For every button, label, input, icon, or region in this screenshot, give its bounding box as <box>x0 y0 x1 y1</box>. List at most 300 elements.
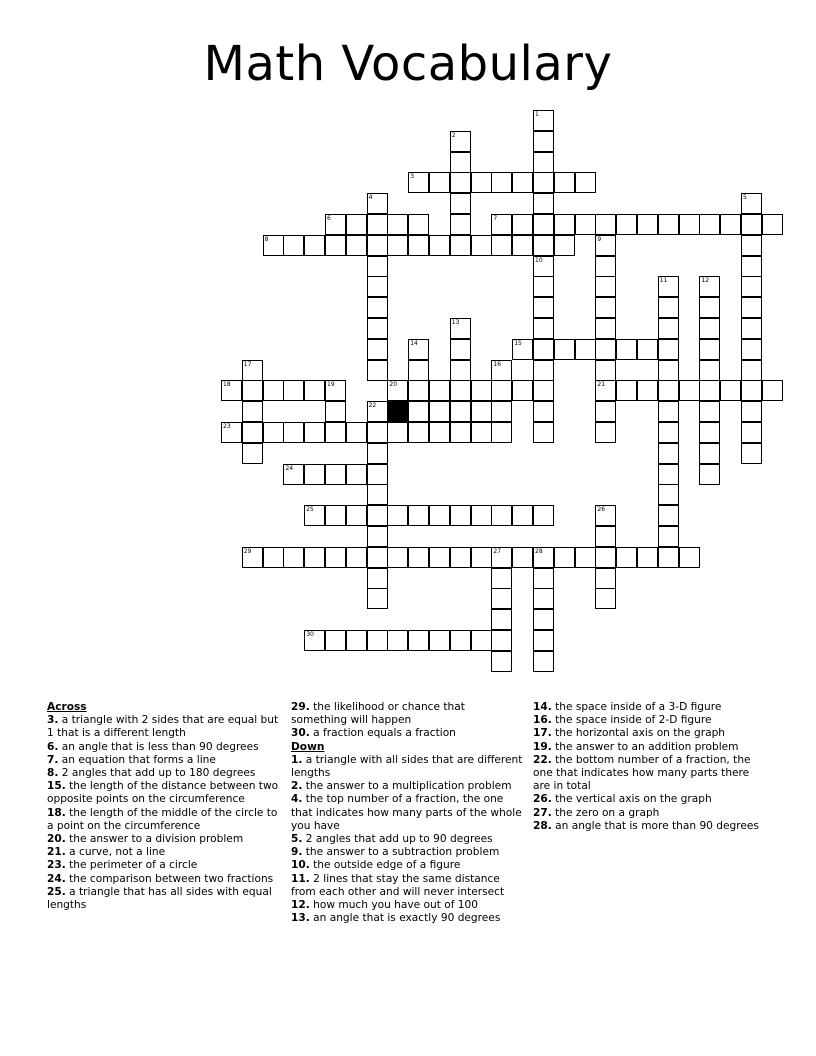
grid-cell[interactable] <box>554 235 575 256</box>
grid-cell[interactable] <box>741 401 762 422</box>
grid-cell[interactable] <box>658 422 679 443</box>
grid-cell[interactable] <box>491 380 512 401</box>
grid-cell[interactable] <box>387 235 408 256</box>
grid-cell[interactable] <box>741 235 762 256</box>
grid-cell[interactable] <box>325 214 346 235</box>
grid-cell[interactable] <box>408 422 429 443</box>
clue-text: the zero on a graph <box>551 806 660 819</box>
clue-number: 7 <box>493 215 498 222</box>
grid-cell[interactable] <box>699 401 720 422</box>
grid-cell[interactable] <box>450 547 471 568</box>
grid-cell[interactable] <box>658 360 679 381</box>
grid-cell[interactable] <box>533 630 554 651</box>
across-clue <box>47 873 279 886</box>
grid-cell[interactable] <box>283 464 304 485</box>
clue-text: 2 angles that add up to 90 degrees <box>302 833 493 846</box>
grid-cell[interactable] <box>533 568 554 589</box>
grid-cell[interactable] <box>242 401 263 422</box>
grid-cell[interactable] <box>367 443 388 464</box>
grid-cell[interactable] <box>471 235 492 256</box>
clue-number: 6 <box>327 215 331 222</box>
grid-cell[interactable] <box>741 360 762 381</box>
across-clue <box>47 767 279 780</box>
grid-cell[interactable] <box>616 380 637 401</box>
clue-text: the top number of a fraction, the one that indicates how many parts of the whole you have <box>291 793 522 832</box>
grid-cell[interactable] <box>554 547 575 568</box>
grid-cell[interactable] <box>346 505 367 526</box>
grid-cell[interactable] <box>699 422 720 443</box>
grid-cell[interactable] <box>346 422 367 443</box>
clue-number: 21 <box>597 381 606 389</box>
grid-cell[interactable] <box>616 214 637 235</box>
grid-cell[interactable] <box>283 422 304 443</box>
grid-cell[interactable] <box>595 505 616 526</box>
grid-cell[interactable] <box>491 609 512 630</box>
grid-cell[interactable] <box>658 276 679 297</box>
grid-cell[interactable] <box>533 172 554 193</box>
grid-cell[interactable] <box>408 214 429 235</box>
grid-cell[interactable] <box>367 297 388 318</box>
grid-cell[interactable] <box>637 339 658 360</box>
grid-cell[interactable] <box>450 214 471 235</box>
grid-cell[interactable] <box>367 568 388 589</box>
grid-cell[interactable] <box>304 422 325 443</box>
grid-cell[interactable] <box>637 547 658 568</box>
grid-cell[interactable] <box>575 339 596 360</box>
grid-cell[interactable] <box>595 276 616 297</box>
grid-cell[interactable] <box>699 318 720 339</box>
clue-number: 19 <box>327 381 335 389</box>
clue-number: 17 <box>243 360 252 368</box>
grid-cell[interactable] <box>658 401 679 422</box>
grid-cell[interactable] <box>658 526 679 547</box>
grid-cell[interactable] <box>387 214 408 235</box>
grid-cell[interactable] <box>595 380 616 401</box>
grid-cell[interactable] <box>741 214 762 235</box>
grid-cell[interactable] <box>450 152 471 173</box>
grid-cell[interactable] <box>283 547 304 568</box>
grid-cell[interactable] <box>658 339 679 360</box>
grid-cell[interactable] <box>242 547 263 568</box>
grid-cell[interactable] <box>741 256 762 277</box>
grid-cell[interactable] <box>408 505 429 526</box>
grid-cell[interactable] <box>450 172 471 193</box>
grid-cell[interactable] <box>720 214 741 235</box>
grid-cell[interactable] <box>595 526 616 547</box>
grid-cell[interactable] <box>741 297 762 318</box>
grid-cell[interactable] <box>741 339 762 360</box>
grid-cell[interactable] <box>637 214 658 235</box>
clue-number: 14 <box>410 339 418 347</box>
grid-cell[interactable] <box>367 235 388 256</box>
grid-cell[interactable] <box>367 547 388 568</box>
clue-number: 12 <box>701 277 710 285</box>
grid-cell[interactable] <box>699 297 720 318</box>
grid-cell[interactable] <box>367 318 388 339</box>
clue-number: 1 <box>535 111 539 118</box>
grid-cell[interactable] <box>408 630 429 651</box>
grid-cell[interactable] <box>699 443 720 464</box>
down-clue <box>533 714 765 727</box>
grid-cell[interactable] <box>741 276 762 297</box>
grid-cell[interactable] <box>429 630 450 651</box>
grid-cell[interactable] <box>263 547 284 568</box>
grid-cell[interactable] <box>554 339 575 360</box>
grid-cell[interactable] <box>367 193 388 214</box>
clue-number-label: 2. <box>291 780 303 793</box>
clue-text: the length of the distance between two opposite points on the circumference <box>47 780 279 806</box>
grid-cell[interactable] <box>450 422 471 443</box>
clue-number-label: 11. <box>291 872 310 885</box>
grid-cell[interactable] <box>554 172 575 193</box>
grid-cell[interactable] <box>491 401 512 422</box>
grid-cell[interactable] <box>491 505 512 526</box>
grid-cell[interactable] <box>367 505 388 526</box>
grid-cell[interactable] <box>595 422 616 443</box>
grid-cell[interactable] <box>450 318 471 339</box>
grid-cell[interactable] <box>263 380 284 401</box>
grid-cell[interactable] <box>741 380 762 401</box>
grid-cell[interactable] <box>491 651 512 672</box>
grid-cell[interactable] <box>325 380 346 401</box>
grid-cell[interactable] <box>699 276 720 297</box>
clue-number-label: 10. <box>291 859 310 872</box>
grid-cell[interactable] <box>221 380 242 401</box>
grid-cell[interactable] <box>533 152 554 173</box>
clue-text: an angle that is exactly 90 degrees <box>309 912 501 925</box>
grid-cell[interactable] <box>367 339 388 360</box>
grid-cell[interactable] <box>512 339 533 360</box>
clue-number: 26 <box>597 506 606 514</box>
grid-cell[interactable] <box>533 131 554 152</box>
grid-cell[interactable] <box>304 630 325 651</box>
grid-cell[interactable] <box>387 505 408 526</box>
clue-number: 5 <box>743 194 747 202</box>
grid-cell[interactable] <box>408 380 429 401</box>
grid-cell[interactable] <box>429 505 450 526</box>
clue-column-1 <box>47 701 279 912</box>
clue-text: 2 lines that stay the same distance from each other and will never intersect <box>291 872 505 898</box>
grid-cell[interactable] <box>408 339 429 360</box>
grid-cell[interactable] <box>450 193 471 214</box>
clue-number-label: 20. <box>47 833 66 846</box>
clue-number: 23 <box>223 423 231 430</box>
grid-cell[interactable] <box>387 630 408 651</box>
grid-cell[interactable] <box>491 214 512 235</box>
grid-cell[interactable] <box>304 380 325 401</box>
grid-cell[interactable] <box>533 380 554 401</box>
grid-cell[interactable] <box>325 464 346 485</box>
grid-cell[interactable] <box>575 547 596 568</box>
grid-cell[interactable] <box>699 214 720 235</box>
grid-cell[interactable] <box>533 110 554 131</box>
grid-cell[interactable] <box>325 630 346 651</box>
grid-cell[interactable] <box>367 526 388 547</box>
grid-cell[interactable] <box>658 443 679 464</box>
grid-cell[interactable] <box>533 318 554 339</box>
clue-number: 20 <box>389 381 398 389</box>
grid-cell[interactable] <box>679 214 700 235</box>
grid-cell[interactable] <box>325 505 346 526</box>
clue-number-label: 14. <box>533 701 552 713</box>
grid-cell[interactable] <box>450 630 471 651</box>
grid-cell[interactable] <box>429 547 450 568</box>
grid-cell[interactable] <box>408 547 429 568</box>
grid-cell[interactable] <box>367 256 388 277</box>
grid-cell[interactable] <box>658 505 679 526</box>
grid-cell[interactable] <box>491 568 512 589</box>
grid-cell[interactable] <box>263 235 284 256</box>
grid-cell[interactable] <box>741 193 762 214</box>
down-clue <box>291 780 523 793</box>
grid-cell[interactable] <box>450 360 471 381</box>
grid-cell[interactable] <box>242 443 263 464</box>
grid-cell[interactable] <box>471 505 492 526</box>
grid-cell[interactable] <box>450 401 471 422</box>
grid-cell[interactable] <box>304 505 325 526</box>
grid-cell[interactable] <box>491 547 512 568</box>
grid-cell[interactable] <box>429 422 450 443</box>
grid-cell[interactable] <box>595 318 616 339</box>
grid-cell[interactable] <box>429 235 450 256</box>
grid-cell[interactable] <box>263 422 284 443</box>
across-clue <box>291 701 523 727</box>
clue-number: 2 <box>451 131 456 139</box>
clue-text: a triangle with 2 sides that are equal but 1 that is a different length <box>47 714 279 740</box>
grid-cell[interactable] <box>283 380 304 401</box>
clue-number: 16 <box>493 360 502 368</box>
down-clue <box>291 912 523 925</box>
clue-number: 9 <box>597 235 602 243</box>
grid-cell[interactable] <box>533 401 554 422</box>
across-clue <box>47 754 279 767</box>
clue-number-label: 4. <box>291 793 303 806</box>
grid-cell[interactable] <box>658 547 679 568</box>
clue-text: an equation that forms a line <box>58 753 216 766</box>
grid-cell[interactable] <box>595 568 616 589</box>
clue-number-label: 25. <box>47 885 66 898</box>
grid-cell[interactable] <box>658 318 679 339</box>
grid-cell[interactable] <box>408 360 429 381</box>
grid-cell[interactable] <box>533 422 554 443</box>
grid-cell[interactable] <box>658 380 679 401</box>
grid-cell[interactable] <box>720 380 741 401</box>
grid-cell[interactable] <box>471 630 492 651</box>
grid-cell[interactable] <box>450 131 471 152</box>
grid-cell[interactable] <box>741 443 762 464</box>
grid-cell[interactable] <box>346 630 367 651</box>
grid-cell[interactable] <box>491 360 512 381</box>
grid-cell[interactable] <box>699 360 720 381</box>
clue-number-label: 15. <box>47 780 66 793</box>
grid-cell[interactable] <box>242 422 263 443</box>
grid-cell[interactable] <box>575 214 596 235</box>
grid-cell[interactable] <box>595 401 616 422</box>
grid-cell[interactable] <box>387 380 408 401</box>
grid-cell[interactable] <box>387 422 408 443</box>
grid-cell[interactable] <box>595 297 616 318</box>
grid-cell[interactable] <box>408 172 429 193</box>
grid-cell[interactable] <box>658 464 679 485</box>
grid-cell[interactable] <box>533 276 554 297</box>
clue-column-2 <box>291 701 523 925</box>
grid-cell[interactable] <box>325 235 346 256</box>
grid-cell[interactable] <box>637 380 658 401</box>
clue-text: a triangle with all sides that are different lengths <box>291 753 523 780</box>
grid-cell[interactable] <box>387 547 408 568</box>
grid-cell[interactable] <box>429 380 450 401</box>
clue-text: 2 angles that add up to 180 degrees <box>58 767 256 780</box>
clue-text: the vertical axis on the graph <box>551 793 712 806</box>
grid-cell[interactable] <box>325 401 346 422</box>
clue-number: 28 <box>535 547 543 555</box>
grid-cell[interactable] <box>471 422 492 443</box>
grid-cell[interactable] <box>595 256 616 277</box>
grid-cell[interactable] <box>471 401 492 422</box>
clue-number: 22 <box>368 402 377 410</box>
grid-cell[interactable] <box>367 422 388 443</box>
grid-cell[interactable] <box>533 193 554 214</box>
grid-cell[interactable] <box>658 297 679 318</box>
grid-cell[interactable] <box>533 609 554 630</box>
grid-cell[interactable] <box>325 547 346 568</box>
clue-text: the space inside of 2-D figure <box>551 714 712 727</box>
grid-cell[interactable] <box>533 360 554 381</box>
grid-cell[interactable] <box>367 276 388 297</box>
grid-cell[interactable] <box>346 464 367 485</box>
grid-cell[interactable] <box>595 360 616 381</box>
grid-cell[interactable] <box>554 214 575 235</box>
grid-cell[interactable] <box>533 256 554 277</box>
grid-cell[interactable] <box>450 339 471 360</box>
grid-cell[interactable] <box>533 235 554 256</box>
grid-cell[interactable] <box>367 484 388 505</box>
grid-cell[interactable] <box>699 380 720 401</box>
grid-cell[interactable] <box>595 547 616 568</box>
grid-cell[interactable] <box>471 172 492 193</box>
grid-cell[interactable] <box>304 464 325 485</box>
clue-number: 8 <box>264 235 269 243</box>
grid-cell[interactable] <box>367 464 388 485</box>
clue-text: the answer to an addition problem <box>551 740 739 753</box>
grid-cell[interactable] <box>429 401 450 422</box>
grid-cell[interactable] <box>408 401 429 422</box>
grid-cell[interactable] <box>658 484 679 505</box>
clue-number-label: 13. <box>291 912 310 925</box>
grid-cell[interactable] <box>367 360 388 381</box>
grid-cell[interactable] <box>512 505 533 526</box>
grid-cell[interactable] <box>304 235 325 256</box>
grid-cell[interactable] <box>471 380 492 401</box>
grid-cell[interactable] <box>533 505 554 526</box>
grid-cell[interactable] <box>595 235 616 256</box>
grid-cell[interactable] <box>575 172 596 193</box>
clue-number: 30 <box>306 631 314 638</box>
grid-cell[interactable] <box>533 297 554 318</box>
grid-cell[interactable] <box>512 214 533 235</box>
grid-cell[interactable] <box>242 360 263 381</box>
grid-cell[interactable] <box>491 422 512 443</box>
grid-cell[interactable] <box>242 380 263 401</box>
grid-cell[interactable] <box>533 547 554 568</box>
grid-cell[interactable] <box>221 422 242 443</box>
grid-cell[interactable] <box>679 547 700 568</box>
grid-cell[interactable] <box>699 464 720 485</box>
grid-cell[interactable] <box>616 339 637 360</box>
grid-cell[interactable] <box>533 588 554 609</box>
grid-cell[interactable] <box>491 630 512 651</box>
grid-cell[interactable] <box>762 380 783 401</box>
across-clue <box>47 859 279 872</box>
grid-cell[interactable] <box>346 214 367 235</box>
grid-cell[interactable] <box>512 380 533 401</box>
grid-cell[interactable] <box>491 588 512 609</box>
clue-number: 24 <box>285 464 294 472</box>
grid-cell[interactable] <box>367 401 388 422</box>
down-clue <box>533 701 765 714</box>
grid-cell[interactable] <box>408 235 429 256</box>
grid-cell[interactable] <box>429 172 450 193</box>
grid-cell[interactable] <box>512 235 533 256</box>
grid-cell[interactable] <box>762 214 783 235</box>
grid-cell[interactable] <box>491 235 512 256</box>
grid-block <box>387 401 408 422</box>
clue-text: the bottom number of a fraction, the one that indicates how many parts there are in total <box>533 753 751 793</box>
clue-text: the answer to a multiplication problem <box>302 780 512 793</box>
clue-number: 11 <box>659 277 668 285</box>
grid-cell[interactable] <box>450 505 471 526</box>
grid-cell[interactable] <box>533 339 554 360</box>
clue-text: an angle that is less than 90 degrees <box>58 740 259 753</box>
across-heading: Across <box>47 701 87 713</box>
grid-cell[interactable] <box>512 547 533 568</box>
clue-number-label: 1. <box>291 753 303 766</box>
grid-cell[interactable] <box>491 172 512 193</box>
grid-cell[interactable] <box>699 339 720 360</box>
grid-cell[interactable] <box>533 651 554 672</box>
clue-number-label: 23. <box>47 859 66 872</box>
down-clue <box>291 793 523 833</box>
grid-cell[interactable] <box>533 214 554 235</box>
grid-cell[interactable] <box>346 235 367 256</box>
grid-cell[interactable] <box>512 172 533 193</box>
across-clue <box>47 833 279 846</box>
grid-cell[interactable] <box>741 422 762 443</box>
grid-cell[interactable] <box>679 380 700 401</box>
grid-cell[interactable] <box>616 547 637 568</box>
grid-cell[interactable] <box>741 318 762 339</box>
grid-cell[interactable] <box>283 235 304 256</box>
grid-cell[interactable] <box>325 422 346 443</box>
down-clue <box>291 833 523 846</box>
grid-cell[interactable] <box>346 547 367 568</box>
clue-number-label: 6. <box>47 740 59 753</box>
clue-number: 25 <box>306 506 314 514</box>
grid-cell[interactable] <box>367 588 388 609</box>
grid-cell[interactable] <box>658 214 679 235</box>
grid-cell[interactable] <box>450 380 471 401</box>
grid-cell[interactable] <box>595 339 616 360</box>
grid-cell[interactable] <box>304 547 325 568</box>
grid-cell[interactable] <box>367 630 388 651</box>
grid-cell[interactable] <box>595 214 616 235</box>
down-clue <box>533 754 765 794</box>
grid-cell[interactable] <box>367 214 388 235</box>
grid-cell[interactable] <box>595 588 616 609</box>
grid-cell[interactable] <box>450 235 471 256</box>
clue-number: 3 <box>410 173 415 181</box>
grid-cell[interactable] <box>471 547 492 568</box>
